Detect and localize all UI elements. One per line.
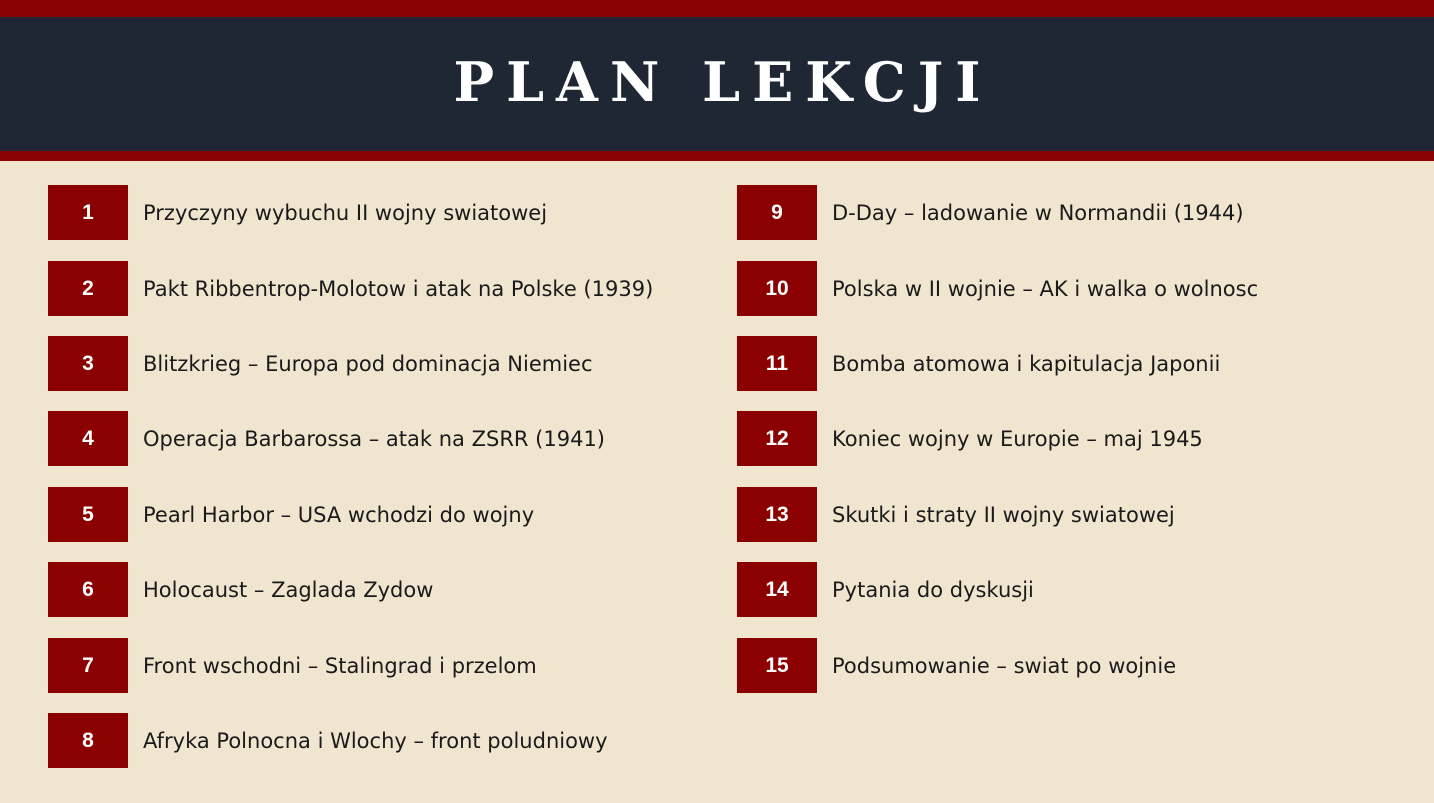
agenda-item [737, 336, 1220, 391]
item-label: Bomba atomowa i kapitulacja Japonii [832, 351, 1221, 376]
agenda-item [48, 336, 593, 391]
header-bottom-stripe [0, 151, 1434, 161]
item-label: Podsumowanie – swiat po wojnie [832, 653, 1177, 678]
agenda-item [737, 261, 1258, 316]
agenda-item [48, 185, 547, 240]
item-label: Przyczyny wybuchu II wojny swiatowej [143, 200, 548, 225]
item-label: Holocaust – Zaglada Zydow [143, 577, 434, 602]
header-banner [0, 17, 1434, 151]
slide-title: PLAN LEKCJI [453, 50, 993, 114]
item-number-badge: 8 [48, 713, 128, 768]
item-number-badge: 9 [737, 185, 817, 240]
item-label: Pearl Harbor – USA wchodzi do wojny [143, 502, 535, 527]
item-label: Front wschodni – Stalingrad i przelom [143, 653, 537, 678]
agenda-item [737, 562, 1034, 617]
agenda-item [48, 713, 608, 768]
header-top-stripe [0, 0, 1434, 17]
agenda-item [48, 487, 534, 542]
item-label: Blitzkrieg – Europa pod dominacja Niemiec [143, 351, 593, 376]
item-number-badge: 7 [48, 638, 128, 693]
item-number-badge: 11 [737, 336, 817, 391]
agenda-item [737, 411, 1203, 466]
item-number-badge: 12 [737, 411, 817, 466]
item-label: Afryka Polnocna i Wlochy – front poludniowy [143, 728, 608, 753]
item-number-badge: 3 [48, 336, 128, 391]
agenda-item [48, 638, 537, 693]
item-number-badge: 5 [48, 487, 128, 542]
item-label: Skutki i straty II wojny swiatowej [832, 502, 1175, 527]
agenda-item [737, 185, 1244, 240]
item-number-badge: 14 [737, 562, 817, 617]
item-label: D-Day – ladowanie w Normandii (1944) [832, 200, 1244, 225]
item-label: Polska w II wojnie – AK i walka o wolnosc [832, 276, 1259, 301]
item-number-badge: 4 [48, 411, 128, 466]
item-number-badge: 15 [737, 638, 817, 693]
item-label: Koniec wojny w Europie – maj 1945 [832, 426, 1203, 451]
item-label: Pakt Ribbentrop-Molotow i atak na Polske (1939) [143, 276, 654, 301]
item-number-badge: 2 [48, 261, 128, 316]
item-label: Pytania do dyskusji [832, 577, 1034, 602]
item-number-badge: 13 [737, 487, 817, 542]
agenda-item [737, 487, 1175, 542]
agenda-item [48, 261, 653, 316]
item-number-badge: 1 [48, 185, 128, 240]
agenda-item [737, 638, 1176, 693]
item-number-badge: 6 [48, 562, 128, 617]
item-label: Operacja Barbarossa – atak na ZSRR (1941) [143, 426, 605, 451]
item-number-badge: 10 [737, 261, 817, 316]
agenda-item [48, 411, 605, 466]
agenda-item [48, 562, 433, 617]
